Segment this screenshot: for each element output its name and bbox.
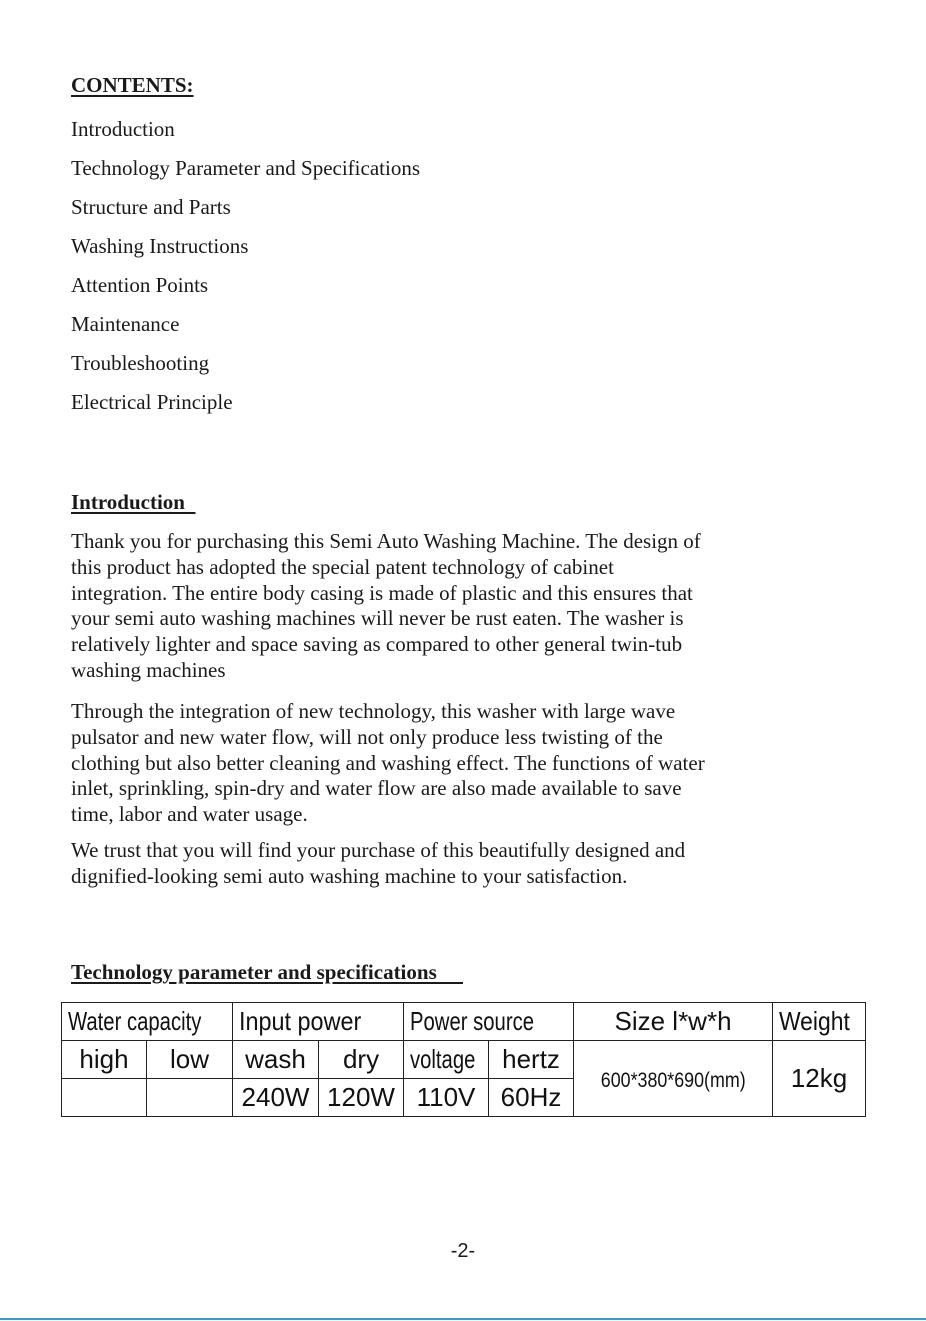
hertz-value: 60Hz xyxy=(489,1079,574,1117)
intro-paragraph-3: We trust that you will find your purchase of this beautifully designed and dignified-looking semi auto washing machine to your satisfaction. xyxy=(71,838,686,888)
size-value: 600*380*690(mm) xyxy=(574,1041,773,1117)
water-capacity-header: Water capacity xyxy=(62,1003,233,1041)
wash-header: wash xyxy=(233,1041,319,1079)
dry-power-value: 120W xyxy=(319,1079,404,1117)
hertz-header: hertz xyxy=(489,1041,574,1079)
high-value xyxy=(62,1079,147,1117)
toc-item-maintenance: Maintenance xyxy=(71,312,180,336)
toc-item-troubleshooting: Troubleshooting xyxy=(71,351,210,375)
weight-header: Weight xyxy=(773,1003,866,1041)
wash-power-value: 240W xyxy=(233,1079,319,1117)
intro-paragraph-1: Thank you for purchasing this Semi Auto Washing Machine. The design of this product has adopted the special patent technology of cabinet integration. The entire body casing is made of plastic and this ensures that your semi auto washing machines will never be rust eaten. The washer is relatively lighter and space saving as compared to other general twin-tub washing machines xyxy=(71,529,701,682)
dry-header: dry xyxy=(319,1041,404,1079)
spec-table xyxy=(61,1002,866,1117)
toc-item-attention-points: Attention Points xyxy=(71,273,209,297)
high-header: high xyxy=(62,1041,147,1079)
spec-header-row xyxy=(62,1003,866,1041)
contents-heading: CONTENTS: xyxy=(71,73,194,97)
low-value xyxy=(147,1079,233,1117)
introduction-heading: Introduction xyxy=(71,490,196,514)
toc-item-electrical-principle: Electrical Principle xyxy=(71,390,233,414)
toc-item-structure-and-parts: Structure and Parts xyxy=(71,195,231,219)
bottom-divider xyxy=(0,1318,926,1320)
voltage-header: voltage xyxy=(404,1041,489,1079)
page-number: -2- xyxy=(450,1240,476,1262)
intro-paragraph-2: Through the integration of new technology, this washer with large wave pulsator and new water flow, will not only produce less twisting of the clothing but also better cleaning and washing effect. The functions of water inlet, sprinkling, spin-dry and water flow are also made available to save time, labor and water usage. xyxy=(71,699,705,827)
specs-heading: Technology parameter and specifications xyxy=(71,960,463,984)
spec-subheader-row xyxy=(62,1041,866,1079)
input-power-header: Input power xyxy=(233,1003,404,1041)
size-header: Size l*w*h xyxy=(574,1003,773,1041)
weight-value: 12kg xyxy=(773,1041,866,1117)
toc-item-washing-instructions: Washing Instructions xyxy=(71,234,249,258)
toc-item-technology-parameter: Technology Parameter and Specifications xyxy=(71,156,420,180)
power-source-header: Power source xyxy=(404,1003,574,1041)
voltage-value: 110V xyxy=(404,1079,489,1117)
toc-item-introduction: Introduction xyxy=(71,117,175,141)
low-header: low xyxy=(147,1041,233,1079)
